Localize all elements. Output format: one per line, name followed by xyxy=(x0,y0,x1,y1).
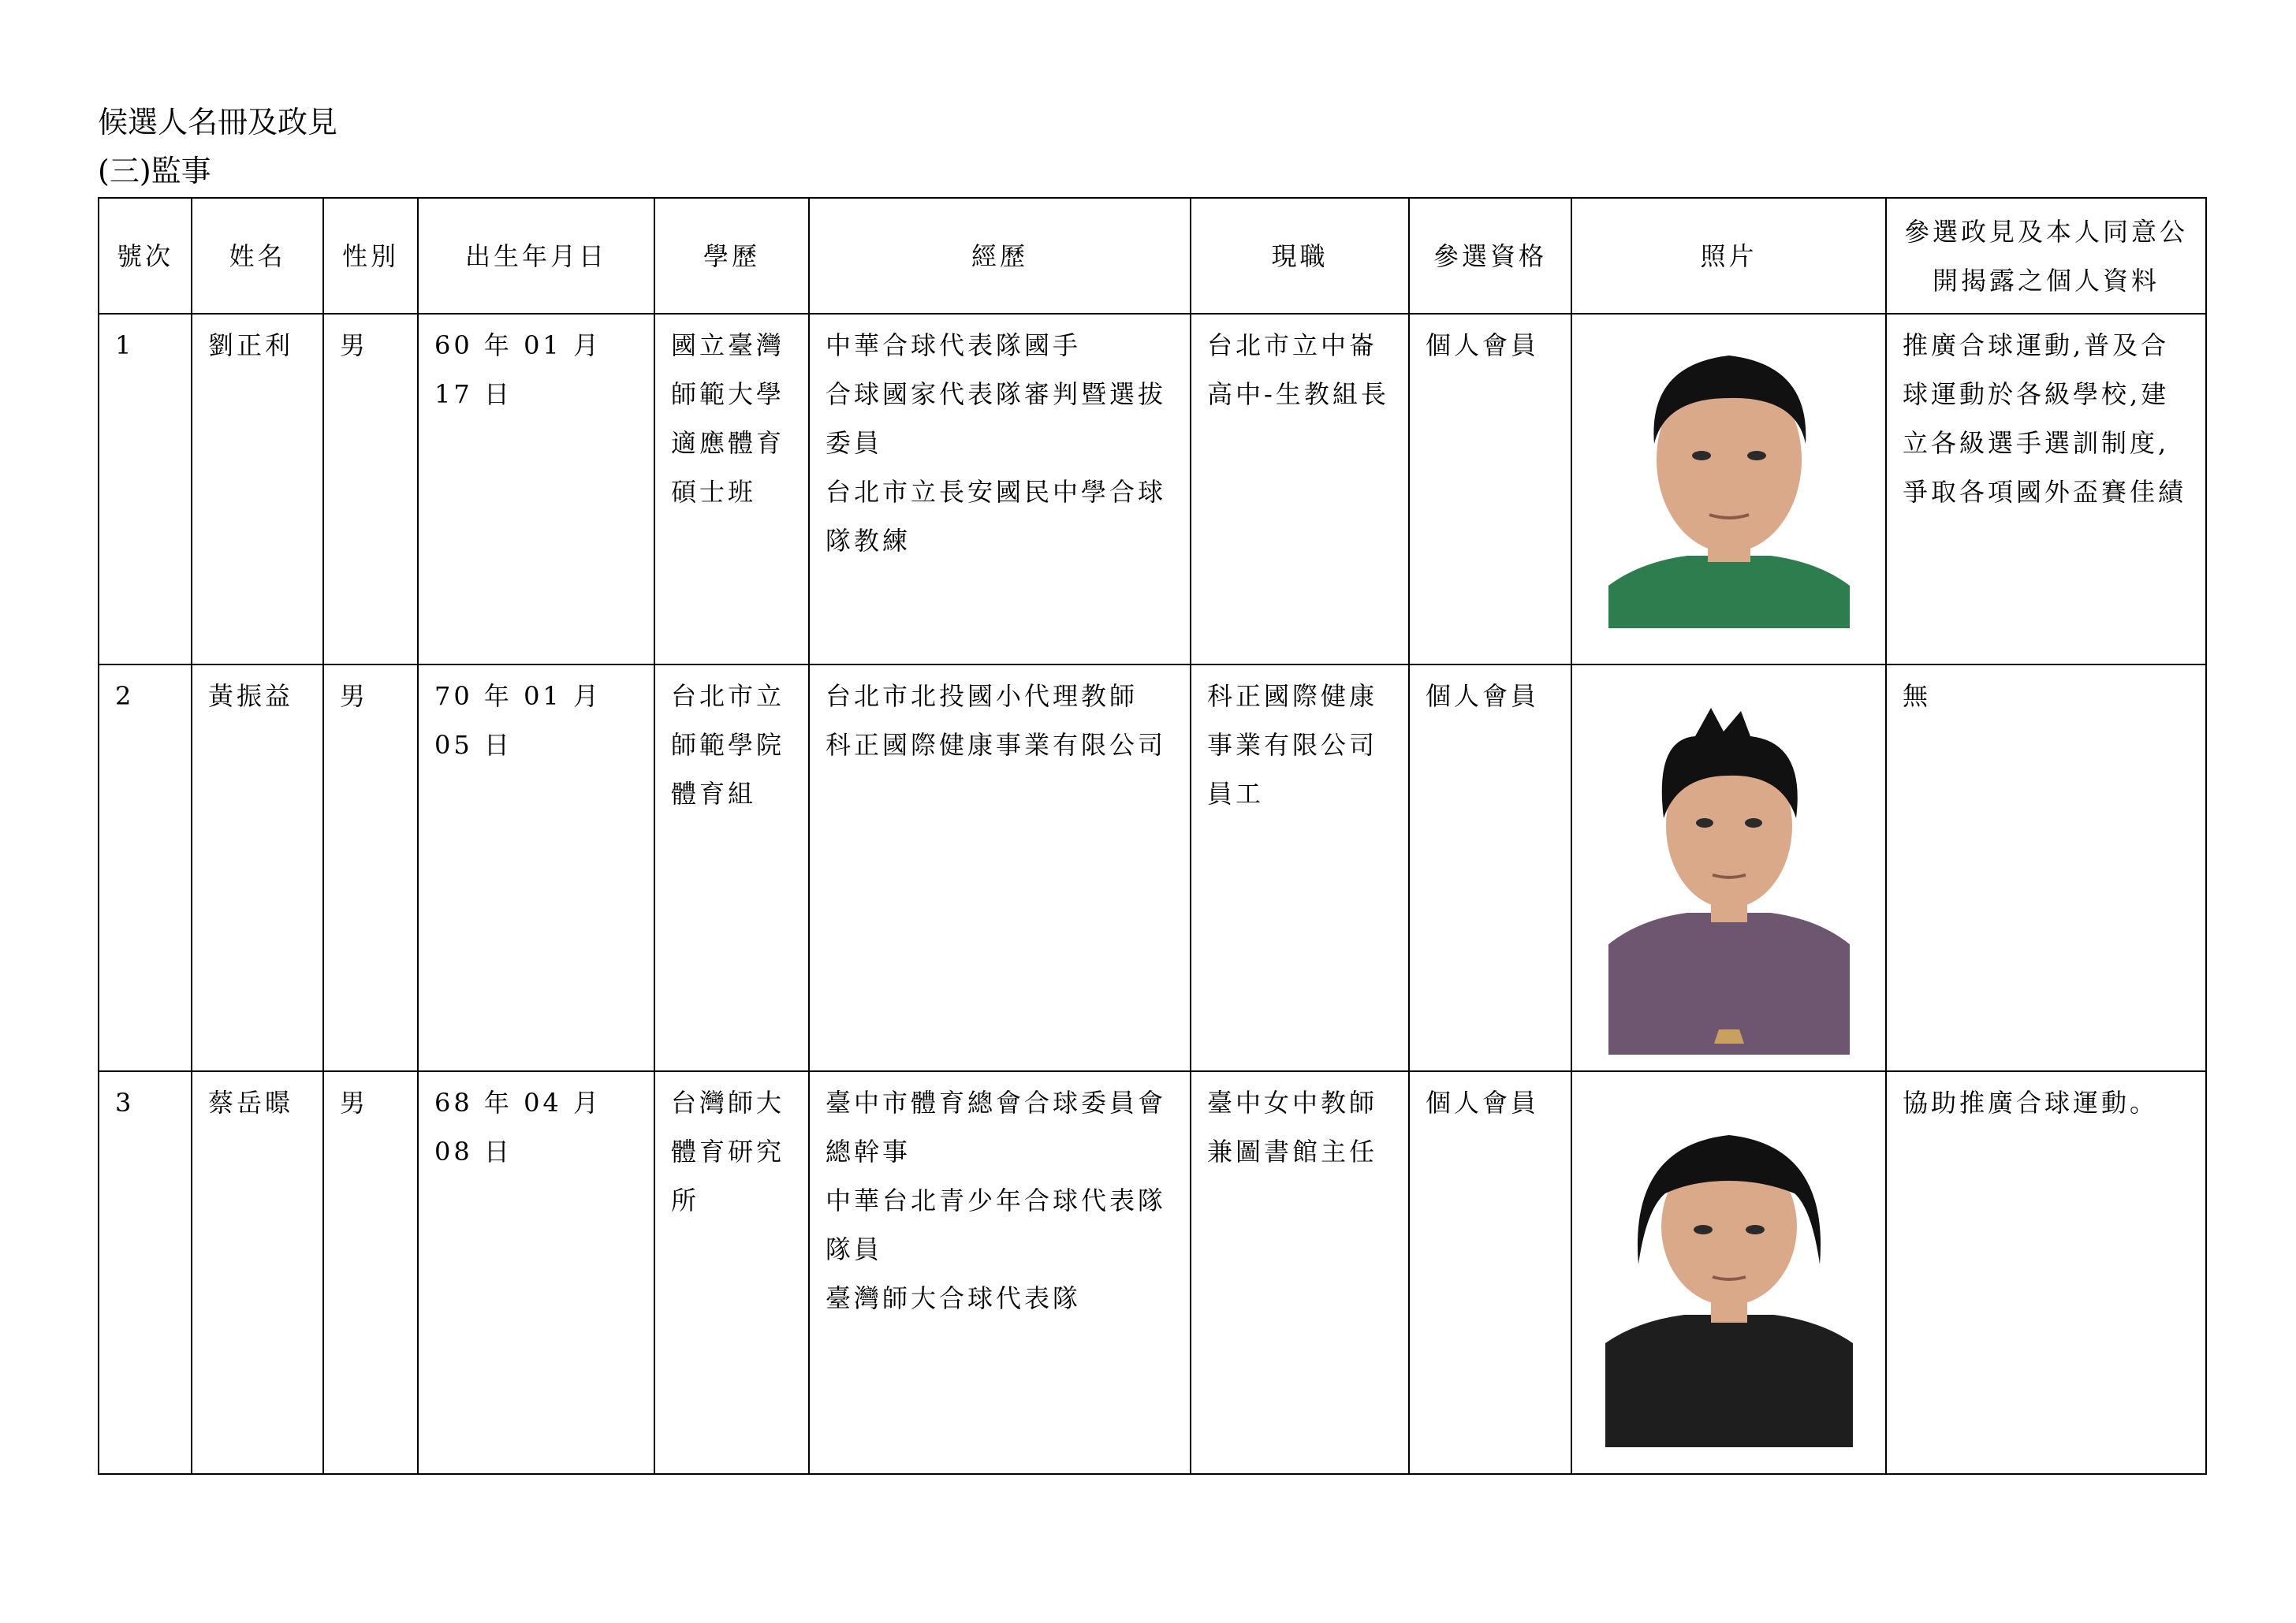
position-line: 台北市立中崙 xyxy=(1207,330,1378,360)
header-name: 姓名 xyxy=(192,198,323,314)
table-row xyxy=(99,314,2206,664)
candidate-birthdate: 68 年 04 月 08 日 xyxy=(418,1071,654,1474)
experience-line: 台北市立長安國民中學合球隊教練 xyxy=(826,477,1167,556)
experience-line: 合球國家代表隊審判暨選拔委員 xyxy=(826,379,1167,458)
candidate-education xyxy=(654,314,809,664)
position-line: 員工 xyxy=(1207,779,1265,809)
candidate-table xyxy=(98,197,2207,1475)
candidate-birthdate: 60 年 01 月 17 日 xyxy=(418,314,654,664)
header-qualification: 參選資格 xyxy=(1409,198,1571,314)
candidate-education xyxy=(654,664,809,1071)
candidate-gender: 男 xyxy=(323,1071,418,1474)
header-platform: 參選政見及本人同意公開揭露之個人資料 xyxy=(1886,198,2206,314)
candidate-position xyxy=(1191,664,1409,1071)
candidate-qualification: 個人會員 xyxy=(1409,664,1571,1071)
header-current-position: 現職 xyxy=(1191,198,1409,314)
candidate-platform: 無 xyxy=(1886,664,2206,1071)
candidate-gender: 男 xyxy=(323,314,418,664)
header-experience: 經歷 xyxy=(809,198,1191,314)
header-birthdate: 出生年月日 xyxy=(418,198,654,314)
education-line: 台北市立 xyxy=(671,681,785,711)
candidate-position xyxy=(1191,314,1409,664)
candidate-experience xyxy=(809,1071,1191,1474)
candidate-platform: 推廣合球運動,普及合球運動於各級學校,建立各級選手選訓制度,爭取各項國外盃賽佳績 xyxy=(1886,314,2206,664)
candidate-photo-cell xyxy=(1571,664,1886,1071)
education-line: 台灣師大 xyxy=(671,1088,785,1118)
experience-line: 中華合球代表隊國手 xyxy=(826,330,1082,360)
header-number: 號次 xyxy=(99,198,192,314)
table-row xyxy=(99,664,2206,1071)
education-line: 所 xyxy=(671,1186,700,1215)
candidate-number: 2 xyxy=(99,664,192,1071)
candidate-name: 劉正利 xyxy=(192,314,323,664)
experience-line: 科正國際健康事業有限公司 xyxy=(826,730,1167,760)
candidate-education xyxy=(654,1071,809,1474)
candidate-photo xyxy=(1608,326,1850,628)
experience-line: 臺中市體育總會合球委員會總幹事 xyxy=(826,1088,1167,1167)
candidate-experience xyxy=(809,314,1191,664)
header-education: 學歷 xyxy=(654,198,809,314)
education-line: 體育研究 xyxy=(671,1137,785,1167)
candidate-name: 黃振益 xyxy=(192,664,323,1071)
position-line: 事業有限公司 xyxy=(1207,730,1378,760)
experience-line: 臺灣師大合球代表隊 xyxy=(826,1283,1082,1313)
candidate-experience xyxy=(809,664,1191,1071)
candidate-photo xyxy=(1605,1115,1853,1447)
candidate-number: 3 xyxy=(99,1071,192,1474)
candidate-qualification: 個人會員 xyxy=(1409,314,1571,664)
experience-line: 台北市北投國小代理教師 xyxy=(826,681,1139,711)
table-header-row xyxy=(99,198,2206,314)
candidate-birthdate: 70 年 01 月 05 日 xyxy=(418,664,654,1071)
experience-line: 中華台北青少年合球代表隊隊員 xyxy=(826,1186,1167,1264)
page-title: 候選人名冊及政見 xyxy=(98,105,338,140)
candidate-gender: 男 xyxy=(323,664,418,1071)
position-line: 高中-生教組長 xyxy=(1207,379,1389,409)
header-gender: 性別 xyxy=(323,198,418,314)
candidate-name: 蔡岳暻 xyxy=(192,1071,323,1474)
header-photo: 照片 xyxy=(1571,198,1886,314)
education-line: 適應體育 xyxy=(671,428,785,458)
candidate-photo-cell xyxy=(1571,1071,1886,1474)
section-subtitle: (三)監事 xyxy=(98,154,211,188)
education-line: 碩士班 xyxy=(671,477,757,507)
education-line: 國立臺灣 xyxy=(671,330,785,360)
candidate-photo-cell xyxy=(1571,314,1886,664)
candidate-photo xyxy=(1608,708,1850,1055)
education-line: 師範學院 xyxy=(671,730,785,760)
position-line: 臺中女中教師 xyxy=(1207,1088,1378,1118)
candidate-position xyxy=(1191,1071,1409,1474)
position-line: 兼圖書館主任 xyxy=(1207,1137,1378,1167)
table-row xyxy=(99,1071,2206,1474)
education-line: 體育組 xyxy=(671,779,757,809)
candidate-platform: 協助推廣合球運動。 xyxy=(1886,1071,2206,1474)
candidate-number: 1 xyxy=(99,314,192,664)
education-line: 師範大學 xyxy=(671,379,785,409)
candidate-qualification: 個人會員 xyxy=(1409,1071,1571,1474)
position-line: 科正國際健康 xyxy=(1207,681,1378,711)
